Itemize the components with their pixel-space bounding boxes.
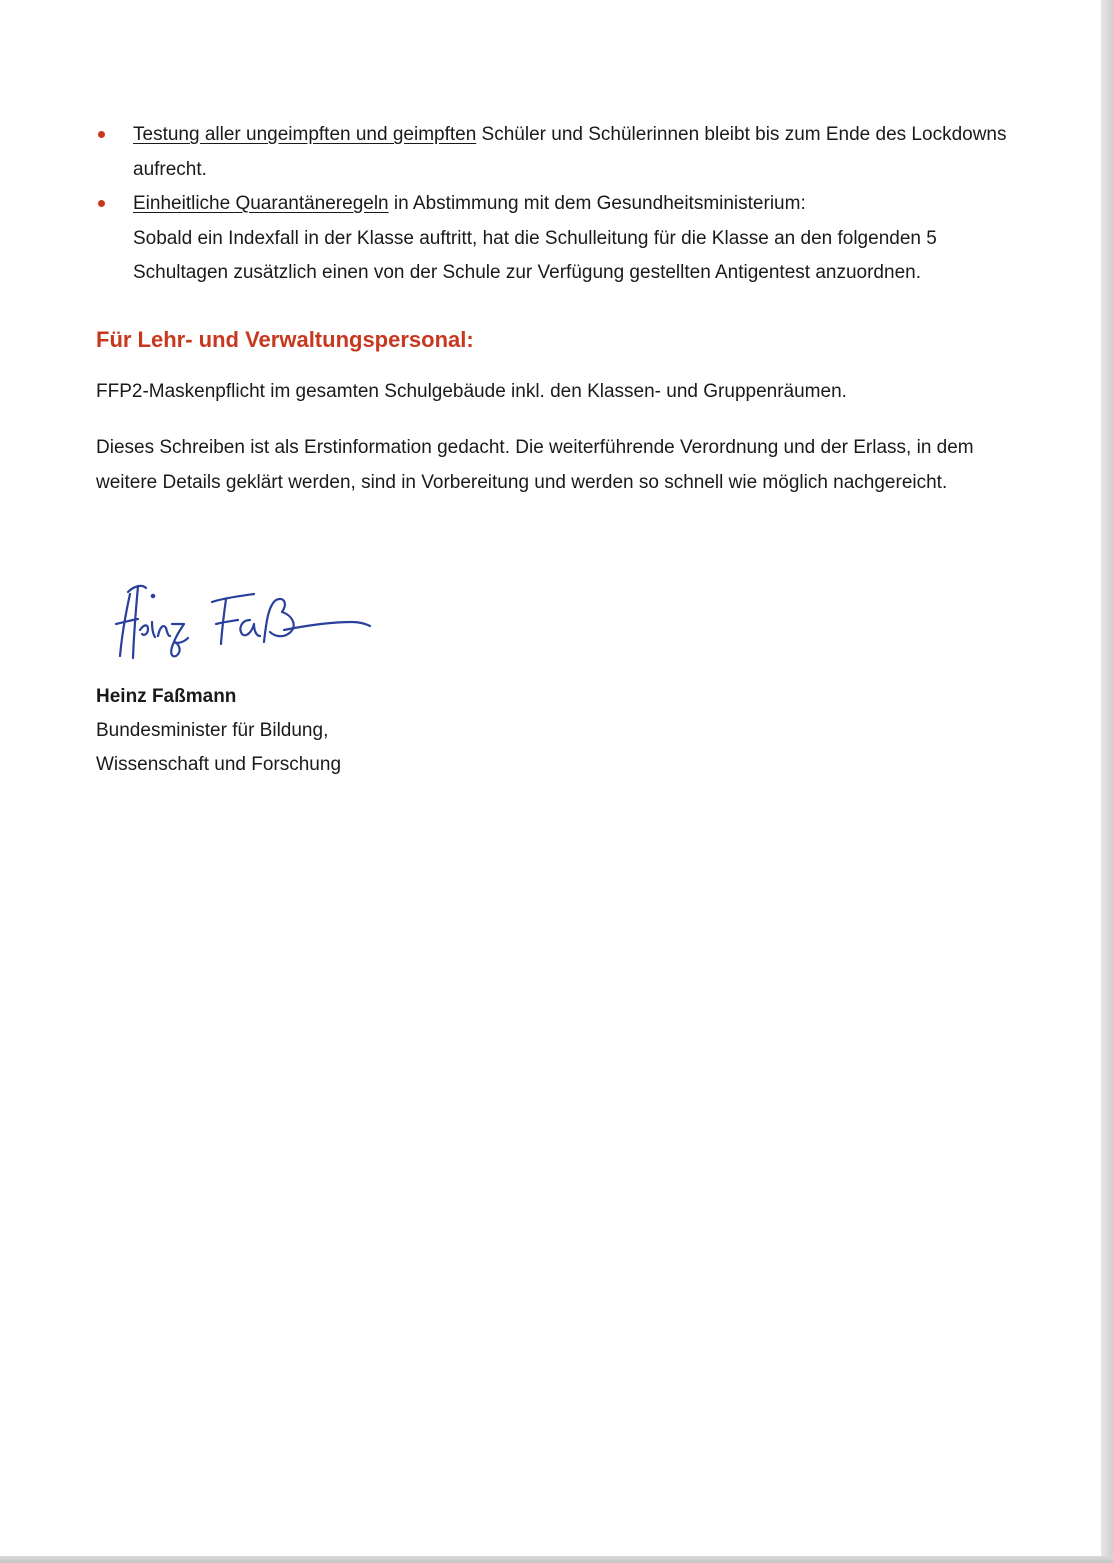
handwritten-signature xyxy=(108,572,378,668)
bullet-text: in Abstimmung mit dem Gesundheitsministerium: xyxy=(388,193,806,214)
bullet-continuation-text: Sobald ein Indexfall in der Klasse auftritt, hat die Schulleitung für die Klasse an den folgenden 5 Schultagen zusätzlich einen von der Schule zur Verfügung gestellten Antigentest anzuordnen. xyxy=(133,227,937,283)
list-item xyxy=(96,118,1016,187)
paragraph-mask-rule: FFP2-Maskenpflicht im gesamten Schulgebäude inkl. den Klassen- und Gruppenräumen. xyxy=(96,381,847,402)
bullet-underlined-text: Einheitliche Quarantäneregeln xyxy=(133,193,389,214)
bullet-icon xyxy=(98,200,105,207)
page-edge-bottom xyxy=(0,1556,1113,1563)
bullet-list xyxy=(96,118,1016,291)
section-heading: Für Lehr- und Verwaltungspersonal: xyxy=(96,327,474,352)
bullet-icon xyxy=(98,131,105,138)
signatory-title-line-1: Bundesminister für Bildung, xyxy=(96,720,329,741)
signature-block xyxy=(96,680,341,782)
bullet-text: Schüler und Schülerinnen bleibt bis zum Ende des Lockdowns aufrecht. xyxy=(133,124,1007,180)
signatory-name: Heinz Faßmann xyxy=(96,686,237,707)
paragraph-information: Dieses Schreiben ist als Erstinformation gedacht. Die weiterführende Verordnung und der Erlass, in dem weitere Details geklärt werden, sind in Vorbereitung und werden so schnell wie möglich nachgereicht. xyxy=(96,437,974,493)
page-edge-right xyxy=(1101,0,1113,1563)
list-item xyxy=(96,187,1016,291)
signatory-title-line-2: Wissenschaft und Forschung xyxy=(96,754,342,775)
bullet-underlined-text: Testung aller ungeimpften und geimpften xyxy=(133,124,477,145)
